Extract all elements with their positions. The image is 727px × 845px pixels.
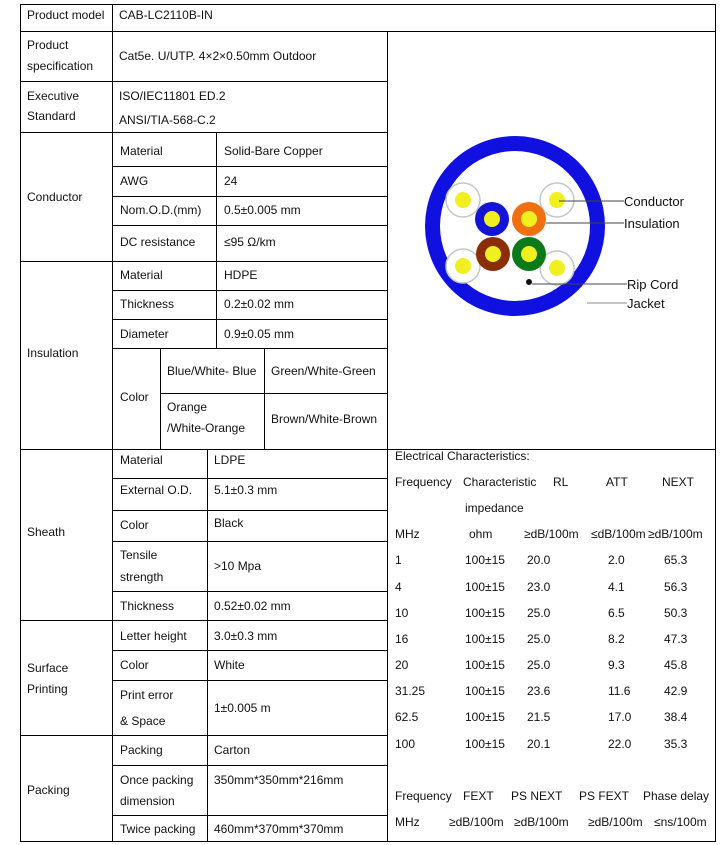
- conductor-awg-value: 24: [224, 174, 238, 188]
- sheath-color-key: Color: [120, 518, 149, 532]
- print-error-value: 1±0.005 m: [214, 701, 271, 715]
- letter-height-value: 3.0±0.3 mm: [214, 629, 278, 643]
- electrical-cell-att: 17.0: [608, 710, 632, 724]
- print-color-value: White: [214, 658, 245, 672]
- filler-element-top-left: [446, 183, 480, 217]
- rip-cord-callout: Rip Cord: [627, 277, 679, 292]
- conductor-material-value: Solid-Bare Copper: [224, 144, 323, 158]
- insulation-diameter-key: Diameter: [120, 327, 169, 341]
- conductor-callout: Conductor: [624, 194, 684, 209]
- electrical-cell-rl: 21.5: [527, 710, 551, 724]
- sheath-material-key: Material: [120, 453, 163, 467]
- conductor-awg-value-cell: [216, 166, 388, 197]
- electrical-cell-rl: 23.0: [527, 580, 551, 594]
- packing-key: Packing: [120, 743, 163, 757]
- sheath-od-key: External O.D.: [120, 483, 193, 497]
- electrical-cell-att: 6.5: [608, 606, 625, 620]
- electrical-cell-att: 8.2: [608, 632, 625, 646]
- header-rl: RL: [553, 475, 569, 489]
- filler-element-top-right: [540, 183, 574, 217]
- color-pair-brown: Brown/White-Brown: [271, 412, 378, 426]
- executive-standard-label-line1: Executive: [27, 89, 80, 103]
- electrical-cell-next: 65.3: [664, 553, 688, 567]
- sheath-label: Sheath: [27, 525, 66, 539]
- conductor-od-key: Nom.O.D.(mm): [120, 203, 202, 217]
- product-specification-label-line2: specification: [27, 59, 94, 73]
- insulation-callout: Insulation: [624, 216, 680, 231]
- color-pair-orange-line1: Orange: [167, 400, 208, 414]
- header-impedance: impedance: [465, 501, 524, 515]
- electrical-cell-frequency: 20: [395, 658, 409, 672]
- electrical-cell-impedance: 100±15: [465, 553, 505, 567]
- orange-pair-wire: [512, 202, 546, 236]
- conductor-od-value: 0.5±0.005 mm: [224, 203, 301, 217]
- sheath-thickness-value: 0.52±0.02 mm: [214, 599, 291, 613]
- header-characteristic: Characteristic: [463, 475, 537, 489]
- insulation-material-value: HDPE: [224, 268, 258, 282]
- product-specification-label-line1: Product: [27, 38, 69, 52]
- electrical-cell-next: 45.8: [664, 658, 688, 672]
- electrical-cell-rl: 20.1: [527, 737, 551, 751]
- header2-ps-fext: PS FEXT: [579, 789, 630, 803]
- electrical-cell-frequency: 31.25: [395, 684, 426, 698]
- insulation-material-key: Material: [120, 268, 163, 282]
- electrical-cell-rl: 20.0: [527, 553, 551, 567]
- insulation-diameter-value: 0.9±0.05 mm: [224, 327, 294, 341]
- once-packing-key-line1: Once packing: [120, 773, 194, 787]
- electrical-cell-frequency: 62.5: [395, 710, 419, 724]
- header2-fext: FEXT: [463, 789, 494, 803]
- unit-next: ≥dB/100m: [648, 527, 703, 541]
- jacket-callout: Jacket: [627, 296, 665, 311]
- electrical-cell-next: 38.4: [664, 710, 688, 724]
- conductor-dc-value: ≤95 Ω/km: [224, 235, 276, 249]
- twice-packing-value: 460mm*370mm*370mm: [214, 822, 344, 836]
- twice-packing-key: Twice packing: [120, 822, 196, 836]
- header-next: NEXT: [662, 475, 695, 489]
- once-packing-key-line2: dimension: [120, 794, 175, 808]
- electrical-cell-next: 35.3: [664, 737, 688, 751]
- electrical-cell-rl: 25.0: [527, 632, 551, 646]
- letter-height-key: Letter height: [120, 629, 187, 643]
- insulation-color-key: Color: [120, 390, 149, 404]
- electrical-cell-att: 2.0: [608, 553, 625, 567]
- electrical-cell-impedance: 100±15: [465, 684, 505, 698]
- electrical-cell-rl: 25.0: [527, 606, 551, 620]
- electrical-cell-frequency: 10: [395, 606, 409, 620]
- header-att: ATT: [606, 475, 628, 489]
- electrical-cell-impedance: 100±15: [465, 580, 505, 594]
- unit-mhz: MHz: [395, 527, 420, 541]
- print-error-key-line1: Print error: [120, 688, 174, 702]
- sheath-material-value: LDPE: [214, 453, 246, 467]
- conductor-dc-key: DC resistance: [120, 235, 196, 249]
- unit2-phase-delay: ≤ns/100m: [654, 815, 707, 829]
- electrical-cell-impedance: 100±15: [465, 710, 505, 724]
- electrical-cell-next: 47.3: [664, 632, 688, 646]
- electrical-cell-impedance: 100±15: [465, 658, 505, 672]
- electrical-cell-frequency: 4: [395, 580, 402, 594]
- sheath-thickness-key: Thickness: [120, 599, 175, 613]
- sheath-od-value: 5.1±0.3 mm: [214, 483, 278, 497]
- surface-printing-label-line1: Surface: [27, 661, 69, 675]
- surface-printing-label-line2: Printing: [27, 682, 68, 696]
- executive-standard-value-line2: ANSI/TIA-568-C.2: [119, 113, 216, 127]
- insulation-thickness-key: Thickness: [120, 297, 175, 311]
- conductor-awg-key: AWG: [120, 174, 149, 188]
- print-error-key-line2: & Space: [120, 714, 166, 728]
- product-model-value: CAB-LC2110B-IN: [119, 8, 213, 22]
- unit2-mhz: MHz: [395, 815, 420, 829]
- sheath-color-value: Black: [214, 516, 244, 530]
- sheath-tensile-key-line1: Tensile: [120, 548, 158, 562]
- electrical-cell-next: 42.9: [664, 684, 688, 698]
- print-color-key: Color: [120, 658, 149, 672]
- color-pair-orange-line2: /White-Orange: [167, 421, 246, 435]
- conductor-material-key: Material: [120, 144, 163, 158]
- packing-label: Packing: [27, 783, 70, 797]
- conductor-label: Conductor: [27, 190, 83, 204]
- cable-cross-section-diagram: [387, 100, 716, 400]
- electrical-cell-att: 22.0: [608, 737, 632, 751]
- sheath-tensile-key-line2: strength: [120, 570, 164, 584]
- executive-standard-value-line1: ISO/IEC11801 ED.2: [119, 89, 226, 103]
- header2-phase-delay: Phase delay: [643, 789, 710, 803]
- header2-frequency: Frequency: [395, 789, 452, 803]
- green-pair-wire: [512, 237, 546, 271]
- unit2-ps-next: ≥dB/100m: [514, 815, 569, 829]
- packing-value: Carton: [214, 743, 251, 757]
- electrical-cell-impedance: 100±15: [465, 737, 505, 751]
- header2-ps-next: PS NEXT: [511, 789, 563, 803]
- electrical-cell-rl: 23.6: [527, 684, 551, 698]
- electrical-cell-att: 9.3: [608, 658, 625, 672]
- electrical-cell-att: 4.1: [608, 580, 625, 594]
- header-frequency: Frequency: [395, 475, 452, 489]
- electrical-cell-next: 56.3: [664, 580, 688, 594]
- blue-pair-wire: [475, 202, 509, 236]
- unit-att: ≤dB/100m: [591, 527, 646, 541]
- insulation-thickness-value: 0.2±0.02 mm: [224, 297, 294, 311]
- electrical-cell-frequency: 16: [395, 632, 409, 646]
- rip-cord: [526, 279, 532, 285]
- brown-pair-wire: [476, 237, 510, 271]
- filler-element-bottom-left: [446, 249, 480, 283]
- color-pair-blue: Blue/White- Blue: [167, 364, 257, 378]
- executive-standard-label-line2: Standard: [27, 109, 76, 123]
- sheath-tensile-value: >10 Mpa: [214, 559, 262, 573]
- unit2-ps-fext: ≥dB/100m: [588, 815, 643, 829]
- product-specification-value: Cat5e. U/UTP. 4×2×0.50mm Outdoor: [119, 49, 317, 63]
- insulation-label: Insulation: [27, 346, 79, 360]
- unit-ohm: ohm: [469, 527, 493, 541]
- electrical-cell-frequency: 1: [395, 553, 402, 567]
- electrical-cell-rl: 25.0: [527, 658, 551, 672]
- product-model-label: Product model: [27, 8, 105, 22]
- electrical-cell-impedance: 100±15: [465, 632, 505, 646]
- unit2-fext: ≥dB/100m: [449, 815, 504, 829]
- color-pair-green: Green/White-Green: [271, 364, 376, 378]
- unit-rl: ≥dB/100m: [524, 527, 579, 541]
- electrical-cell-att: 11.6: [608, 684, 631, 698]
- once-packing-value: 350mm*350mm*216mm: [214, 773, 344, 787]
- electrical-cell-frequency: 100: [395, 737, 416, 751]
- electrical-cell-impedance: 100±15: [465, 606, 505, 620]
- electrical-title: Electrical Characteristics:: [395, 449, 530, 463]
- electrical-cell-next: 50.3: [664, 606, 688, 620]
